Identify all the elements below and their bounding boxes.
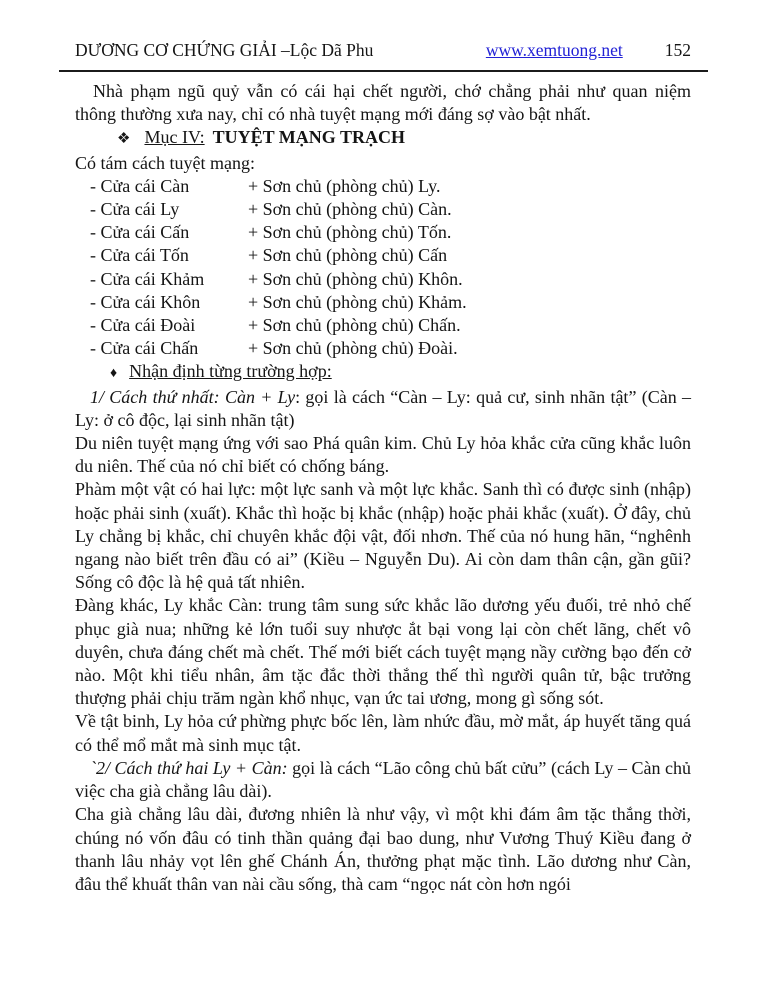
door-cell: - Cửa cái Khảm (90, 268, 205, 289)
subsection-label: Nhận định từng trường hợp: (129, 361, 332, 382)
header-right (486, 40, 691, 61)
section-heading (75, 126, 691, 151)
paragraph-du-nien: Du niên tuyệt mạng ứng với sao Phá quân kim. Chủ Ly hỏa khắc cửa cũng khắc luôn du niên. Thế của nó chỉ biết có chống báng. (75, 433, 691, 477)
paragraph-cha-gia: Cha già chẳng lâu dài, đương nhiên là như vậy, vì một khi đám âm tặc thắng thời, chúng nó vốn đâu có tinh thần quảng đại bao dung, như Vương Thuý Kiều đang ở thanh lâu nhảy vọt lên ghế Chánh Án, thưởng phạt mặc tình. Lão dương như Càn, đâu thể khuất thân van nài cầu sống, thà cam “ngọc nát còn hơn ngói (75, 804, 691, 894)
door-cell: - Cửa cái Ly (90, 199, 180, 220)
list-item (90, 268, 691, 291)
main-cell: + Sơn chủ (phòng chủ) Chấn. (248, 315, 461, 336)
door-cell: - Cửa cái Tốn (90, 245, 189, 266)
page-number: 152 (664, 40, 691, 60)
case2-lead: `2/ Cách thứ hai Ly + Càn: (90, 757, 288, 778)
door-cell: - Cửa cái Càn (90, 175, 190, 196)
section-label: Mục IV: (144, 127, 205, 148)
list-item (90, 244, 691, 267)
paragraph-case2 (75, 757, 691, 803)
main-cell: + Sơn chủ (phòng chủ) Càn. (248, 199, 452, 220)
diamond-icon: ♦ (110, 366, 118, 382)
page-header (75, 40, 691, 61)
main-cell: + Sơn chủ (phòng chủ) Tốn. (248, 222, 452, 243)
list-intro: Có tám cách tuyệt mạng: (75, 152, 255, 173)
case2-rest: gọi là cách “Lão công chủ bất cửu” (cách Ly – Càn chủ việc cha già chẳng lâu dài). (75, 757, 691, 802)
door-cell: - Cửa cái Đoài (90, 315, 196, 336)
subsection-heading (75, 360, 691, 385)
main-cell: + Sơn chủ (phòng chủ) Khôn. (248, 268, 463, 289)
main-cell: + Sơn chủ (phòng chủ) Cấn (248, 245, 448, 266)
case1-lead: 1/ Cách thứ nhất: Càn + Ly (90, 386, 296, 407)
door-cell: - Cửa cái Khôn (90, 291, 201, 312)
paragraph-intro: Nhà phạm ngũ quỷ vẫn có cái hại chết người, chớ chẳng phải như quan niệm thông thường xưa nay, chỉ có nhà tuyệt mạng mới đáng sợ vào bật nhất. (75, 81, 691, 125)
website-link[interactable]: www.xemtuong.net (485, 40, 623, 60)
list-item (90, 291, 691, 314)
list-item (90, 337, 691, 360)
door-cell: - Cửa cái Cấn (90, 222, 190, 243)
header-divider (59, 70, 708, 72)
list-item (90, 175, 691, 198)
paragraph-pham: Phàm một vật có hai lực: một lực sanh và một lực khắc. Sanh thì có được sinh (nhập) hoặc phải sinh (xuất). Khắc thì hoặc bị khắc (nhập) hoặc phải khắc (xuất). Ở đây, chủ Ly chẳng bị khắc, chỉ chuyên khắc đội vật, đối nhơn. Thế của nó hung hãn, “nghênh ngang nào biết trên đầu có ai” (Kiều – Nguyễn Du). Ai còn dam thân cận, gần gũi? Sống cô độc là hệ quả tất nhiên. (75, 479, 691, 593)
list-item (90, 221, 691, 244)
main-cell: + Sơn chủ (phòng chủ) Đoài. (248, 338, 458, 359)
door-cell: - Cửa cái Chấn (90, 338, 199, 359)
tuyet-mang-list (75, 175, 691, 361)
diamond-four-icon: ❖ (117, 131, 131, 148)
list-item (90, 198, 691, 221)
paragraph-dang-khac: Đàng khác, Ly khắc Càn: trung tâm sung sức khắc lão dương yếu đuối, trẻ nhỏ chế phục già nua; những kẻ lớn tuổi suy nhược ắt bại vong lại còn chết lãng, chết vô duyên, chưa đáng chết mà chết. Thế mới biết cách tuyệt mạng nầy cường bạo đến cở nào. Một khi tiểu nhân, âm tặc đắc thời thắng thế thì người quân tử, bậc trưởng thượng phải chịu trăm ngàn khổ nhục, vạn ức tai ương, mong gì sống sót. (75, 595, 691, 709)
main-cell: + Sơn chủ (phòng chủ) Khảm. (248, 291, 467, 312)
page-body (75, 80, 691, 896)
paragraph-tat-binh: Về tật binh, Ly hỏa cứ phừng phực bốc lên, làm nhức đầu, mờ mắt, áp huyết tăng quá có thể mổ mắt mà sinh mục tật. (75, 711, 691, 755)
list-item (90, 314, 691, 337)
case1-rest: : gọi là cách “Càn – Ly: quả cư, sinh nhãn tật” (Càn – Ly: ở cô độc, lại sinh nhãn tật) (75, 386, 691, 430)
section-title: TUYỆT MẠNG TRẠCH (212, 127, 405, 148)
book-title: DƯƠNG CƠ CHỨNG GIẢI –Lộc Dã Phu (75, 40, 374, 60)
main-cell: + Sơn chủ (phòng chủ) Ly. (248, 175, 441, 196)
paragraph-case1 (75, 386, 691, 432)
